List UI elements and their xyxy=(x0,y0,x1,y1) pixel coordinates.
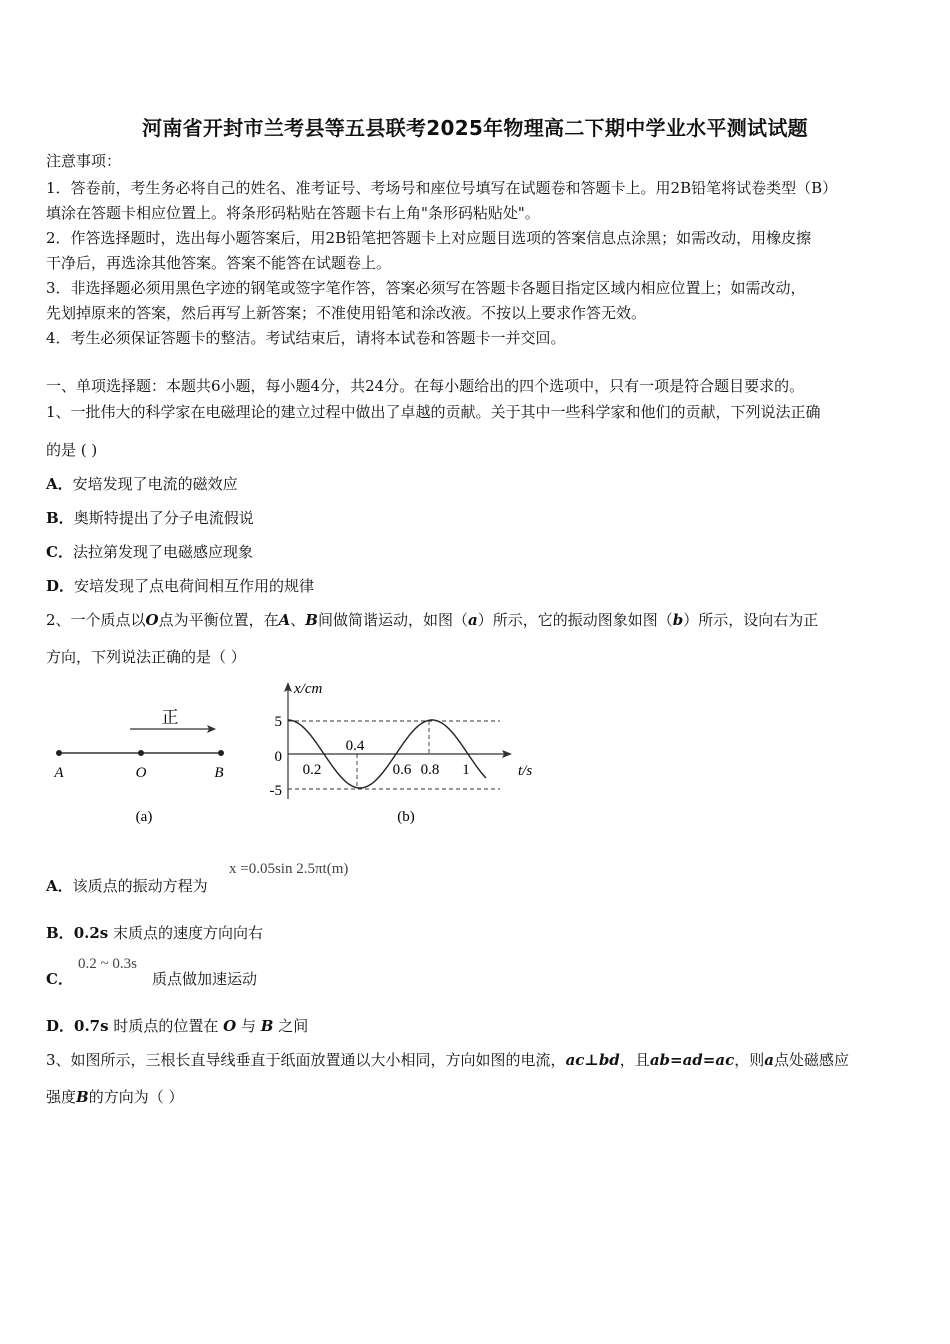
option-label: D． xyxy=(46,1017,75,1035)
q1-option-a xyxy=(46,474,916,494)
option-text: 安培发现了点电荷间相互作用的规律 xyxy=(74,577,315,595)
option-text: 末质点的速度方向向右 xyxy=(108,924,264,942)
q2-option-c xyxy=(46,969,916,989)
option-label: A． xyxy=(46,877,73,895)
option-text: 法拉第发现了电磁感应现象 xyxy=(72,543,253,561)
var-b: B xyxy=(260,1017,274,1035)
q3-text: 点处磁感应 xyxy=(773,1051,849,1069)
notice-line-2: 填涂在答题卡相应位置上。将条形码粘贴在答题卡右上角"条形码粘贴处"。 xyxy=(46,204,540,222)
q2-stem xyxy=(46,610,916,630)
y-tick-neg5: -5 xyxy=(269,783,282,799)
q2-text: 2、一个质点以 xyxy=(46,611,146,629)
q3-text: 3、如图所示，三根长直导线垂直于纸面放置通以大小相同，方向如图的电流， xyxy=(46,1051,566,1069)
q2-option-a xyxy=(46,876,916,896)
section-heading: 一、单项选择题：本题共6小题，每小题4分，共24分。在每小题给出的四个选项中，只有一项是符合题目要求的。 xyxy=(46,377,805,395)
y-axis-label: x/cm xyxy=(294,681,323,697)
y-tick-0: 0 xyxy=(274,749,282,765)
notice-line-3: 2．作答选择题时，选出每小题答案后，用2B铅笔把答题卡上对应题目选项的答案信息点涂黑；如需改动，用橡皮擦 xyxy=(46,229,812,247)
option-text: 奥斯特提出了分子电流假说 xyxy=(73,509,254,527)
point-o-dot xyxy=(138,750,144,756)
option-label: C． xyxy=(46,543,73,561)
q2-text: 、 xyxy=(290,611,306,629)
x-tick-0.4: 0.4 xyxy=(345,738,365,754)
figure-b-chart xyxy=(260,675,550,835)
var-a: a xyxy=(764,1051,774,1069)
var-b: B xyxy=(76,1088,89,1106)
notice-line-4: 干净后，再选涂其他答案。答案不能答在试题卷上。 xyxy=(46,254,392,272)
q1-option-d xyxy=(46,576,916,596)
q2-option-b xyxy=(46,923,916,943)
q1-option-b xyxy=(46,508,916,528)
option-text: 与 xyxy=(236,1017,261,1035)
option-label: C． xyxy=(46,970,73,988)
figure-a xyxy=(46,695,246,835)
var-b: B xyxy=(305,611,318,629)
point-o-label: O xyxy=(135,765,147,781)
x-tick-0.8: 0.8 xyxy=(420,762,440,778)
q2-text: ）所示，它的振动图象如图（ xyxy=(477,611,673,629)
q3-stem-cont xyxy=(46,1087,916,1107)
option-text: 安培发现了电流的磁效应 xyxy=(72,475,238,493)
y-tick-5: 5 xyxy=(274,714,282,730)
point-a-dot xyxy=(56,750,62,756)
var-fig-b: b xyxy=(672,611,684,629)
option-label: B． xyxy=(46,509,74,527)
x-axis-label: t/s xyxy=(518,763,533,779)
var-fig-a: a xyxy=(468,611,478,629)
point-b-dot xyxy=(218,750,224,756)
q2-text: ）所示，设向右为正 xyxy=(683,611,819,629)
var-a: A xyxy=(278,611,291,629)
notice-line-5: 3．非选择题必须用黑色字迹的钢笔或签字笔作答，答案必须写在答题卡各题目指定区域内相应位置上；如需改动， xyxy=(46,279,806,297)
q2-text: 点为平衡位置，在 xyxy=(158,611,279,629)
q3-relation-2: ab=ad=ac xyxy=(649,1051,735,1069)
var-o: O xyxy=(145,611,159,629)
point-a-label: A xyxy=(54,765,64,781)
q3-relation-1: ac⊥bd xyxy=(565,1051,620,1069)
point-b-label: B xyxy=(214,765,224,781)
x-tick-1: 1 xyxy=(462,762,470,778)
q2-option-a-formula: x =0.05sin 2.5πt(m) xyxy=(229,861,349,877)
q2-stem-cont: 方向，下列说法正确的是（ ） xyxy=(46,648,246,666)
option-label: B． xyxy=(46,924,74,942)
q1-stem-cont: 的是 ( ) xyxy=(46,441,98,459)
notice-line-6: 先划掉原来的答案，然后再写上新答案；不准使用铅笔和涂改液。不按以上要求作答无效。 xyxy=(46,304,647,322)
q1-stem: 1、一批伟大的科学家在电磁理论的建立过程中做出了卓越的贡献。关于其中一些科学家和他们的贡献，下列说法正确 xyxy=(46,403,821,421)
notice-line-7: 4．考生必须保证答题卡的整洁。考试结束后，请将本试卷和答题卡一并交回。 xyxy=(46,329,566,347)
time-value: 0.2s xyxy=(73,924,109,942)
x-tick-0.6: 0.6 xyxy=(392,762,412,778)
x-tick-0.2: 0.2 xyxy=(302,762,322,778)
notice-heading: 注意事项： xyxy=(46,152,122,170)
q2-text: 间做简谐运动，如图（ xyxy=(317,611,468,629)
option-label: A． xyxy=(46,475,73,493)
option-text: 质点做加速运动 xyxy=(151,970,257,988)
notice-line-1: 1．答卷前，考生务必将自己的姓名、准考证号、考场号和座位号填写在试题卷和答题卡上。用2B铅笔将试卷类型（B） xyxy=(46,179,838,197)
q3-text: ，且 xyxy=(619,1051,650,1069)
q3-text: ，则 xyxy=(734,1051,765,1069)
q3-stem xyxy=(46,1050,916,1070)
caption-a: (a) xyxy=(135,809,153,825)
q1-option-c xyxy=(46,542,916,562)
option-label: D． xyxy=(46,577,75,595)
caption-b: (b) xyxy=(397,809,415,825)
q2-option-d xyxy=(46,1016,916,1036)
arrow-label: 正 xyxy=(161,708,179,727)
q3-text: 强度 xyxy=(46,1088,77,1106)
q3-text: 的方向为（ ） xyxy=(88,1088,184,1106)
var-o: O xyxy=(223,1017,237,1035)
page-title: 河南省开封市兰考县等五县联考2025年物理高二下期中学业水平测试试题 xyxy=(142,116,808,140)
option-text: 时质点的位置在 xyxy=(108,1017,224,1035)
time-value: 0.7s xyxy=(74,1017,109,1035)
option-text: 之间 xyxy=(273,1017,309,1035)
option-text: 该质点的振动方程为 xyxy=(72,877,208,895)
q2-option-c-formula: 0.2 ~ 0.3s xyxy=(78,956,137,972)
